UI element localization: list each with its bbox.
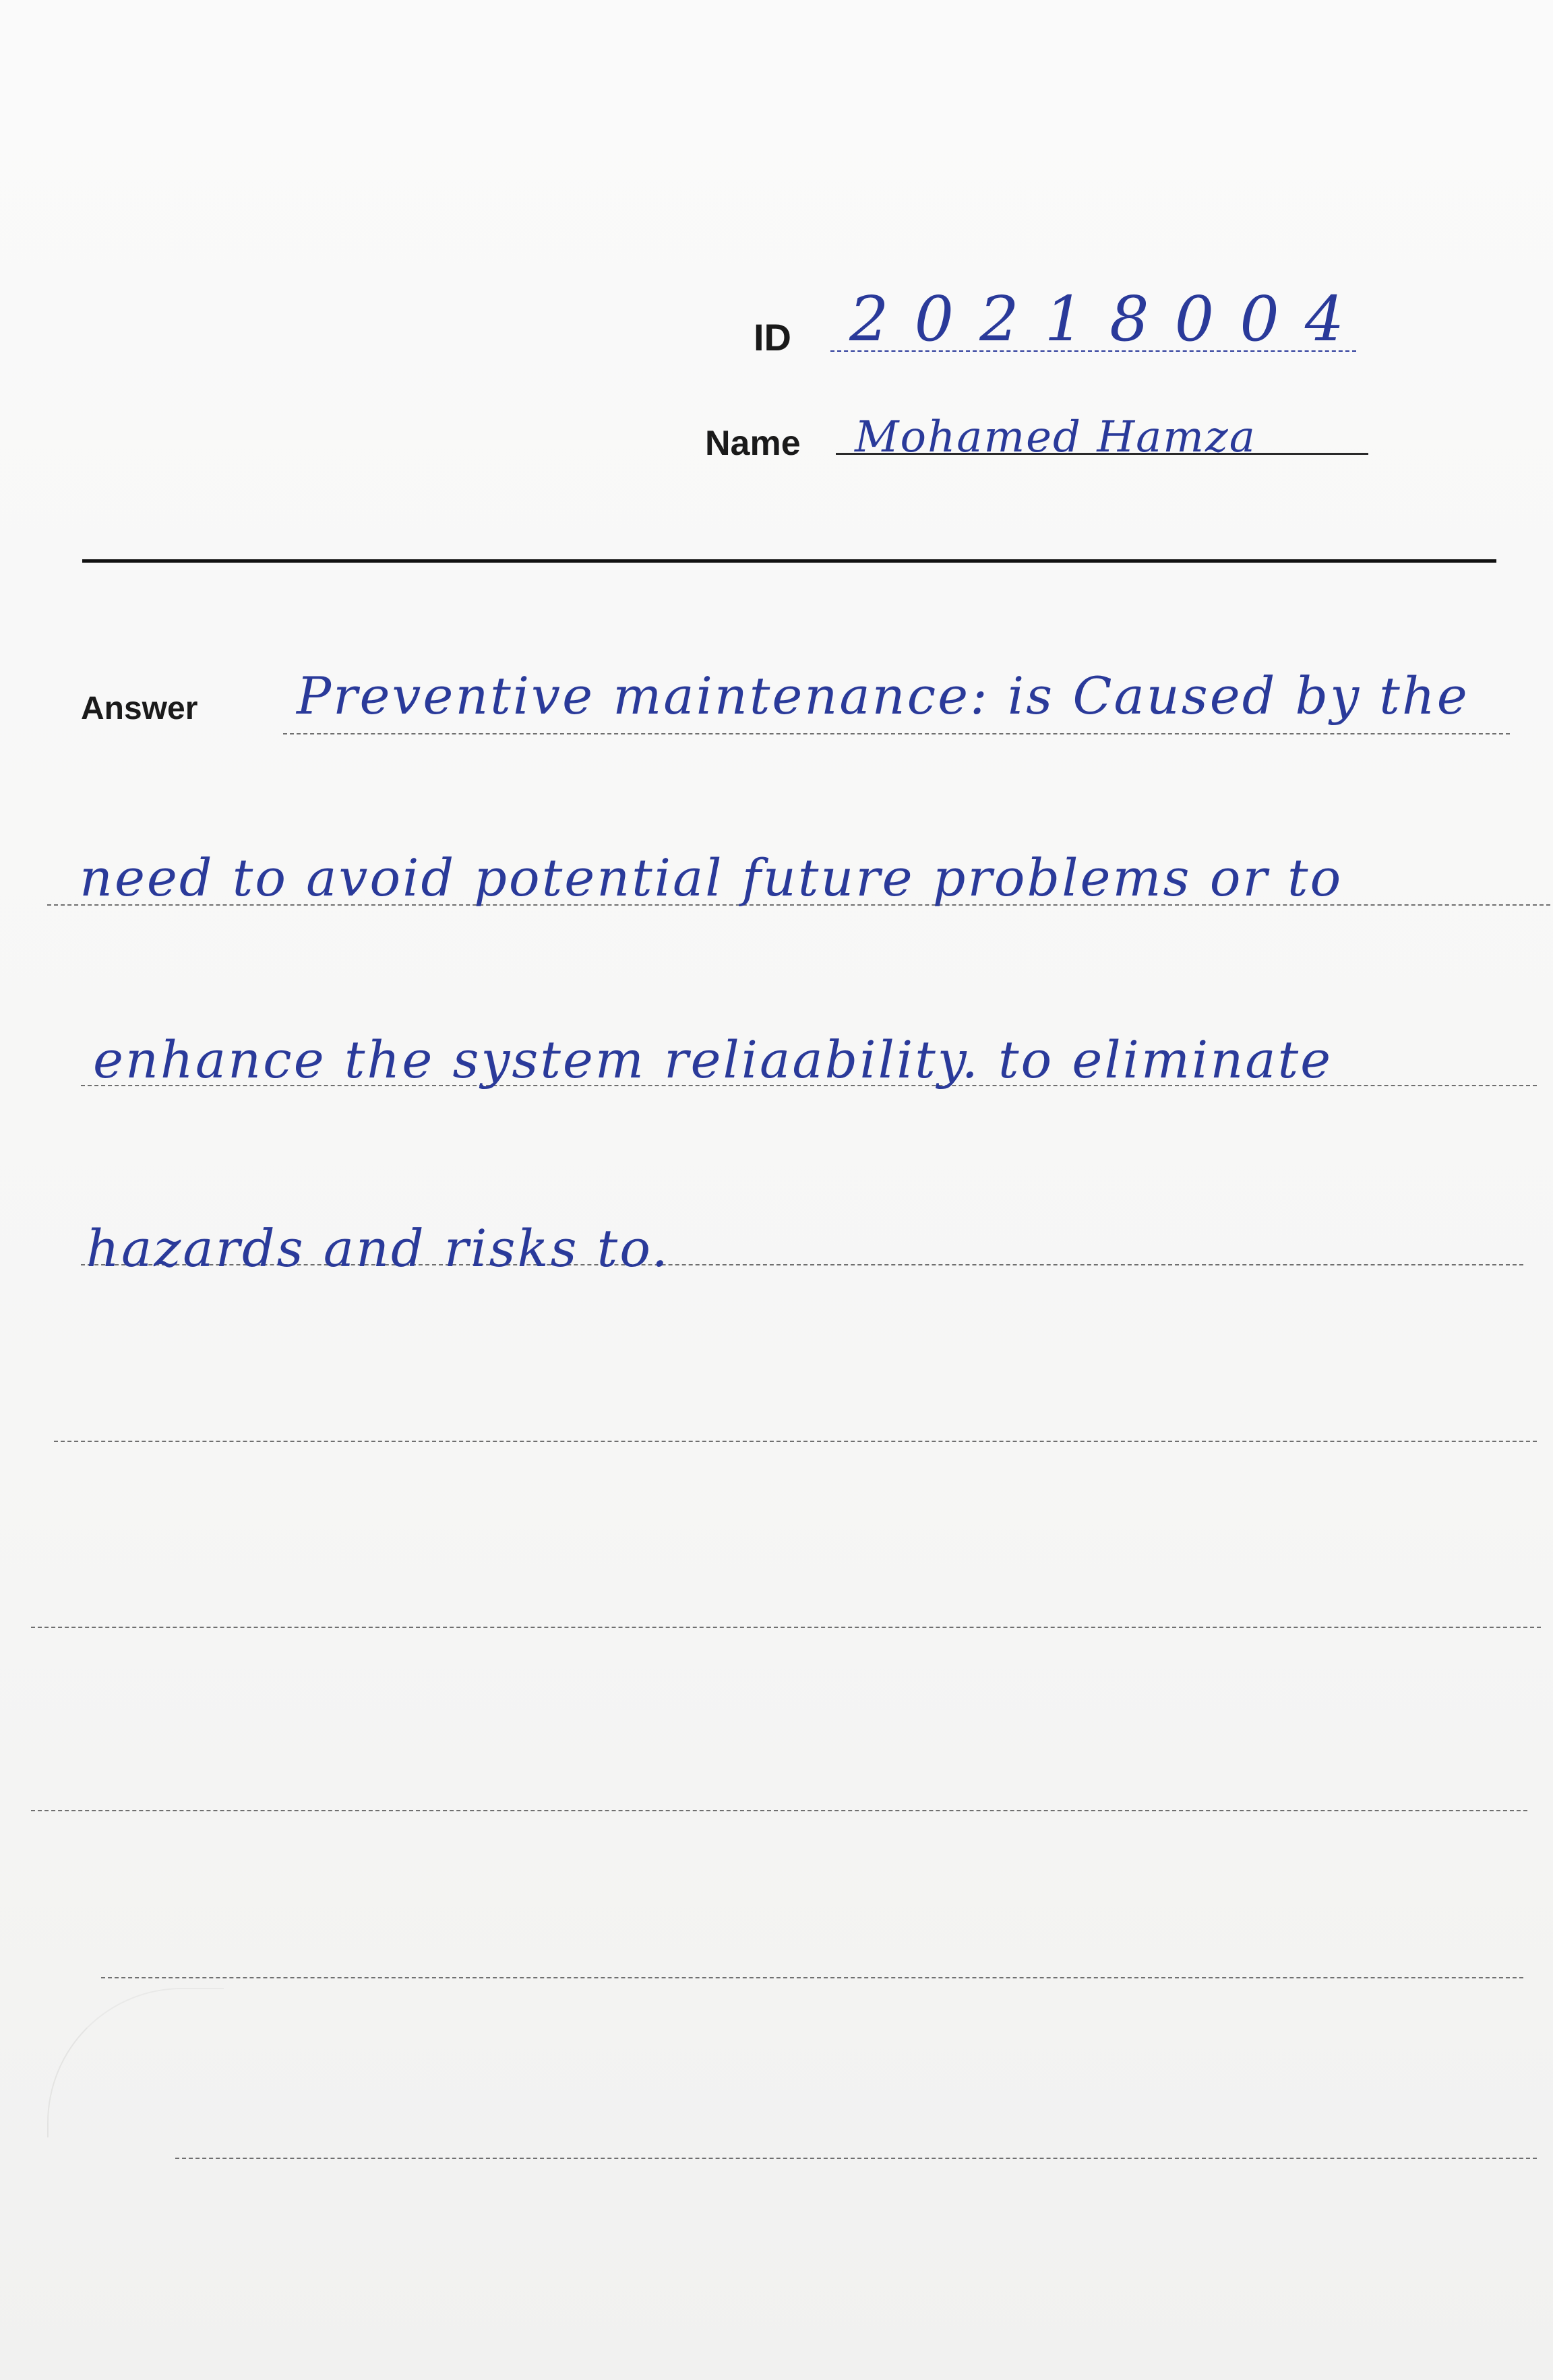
id-label: ID — [754, 316, 791, 358]
answer-line-4: hazards and risks to. — [86, 1218, 670, 1278]
ruled-line-6 — [31, 1627, 1541, 1628]
ruled-line-7 — [31, 1810, 1527, 1811]
name-label: Name — [705, 424, 801, 463]
header-divider — [82, 559, 1496, 563]
id-value: 20218004 — [849, 283, 1370, 355]
name-value: Mohamed Hamza — [855, 412, 1256, 462]
paper-crease — [47, 1988, 224, 2137]
answer-line-2: need to avoid potential future problems or to — [80, 848, 1343, 908]
answer-label: Answer — [81, 691, 198, 726]
answer-line-1: Preventive maintenance: is Caused by the — [297, 666, 1469, 726]
ruled-line-8 — [101, 1977, 1523, 1978]
ruled-line-1 — [283, 733, 1510, 734]
ruled-line-5 — [54, 1441, 1537, 1442]
ruled-line-9 — [175, 2158, 1537, 2159]
answer-line-3: enhance the system reliaability. to eliminate — [93, 1030, 1333, 1090]
